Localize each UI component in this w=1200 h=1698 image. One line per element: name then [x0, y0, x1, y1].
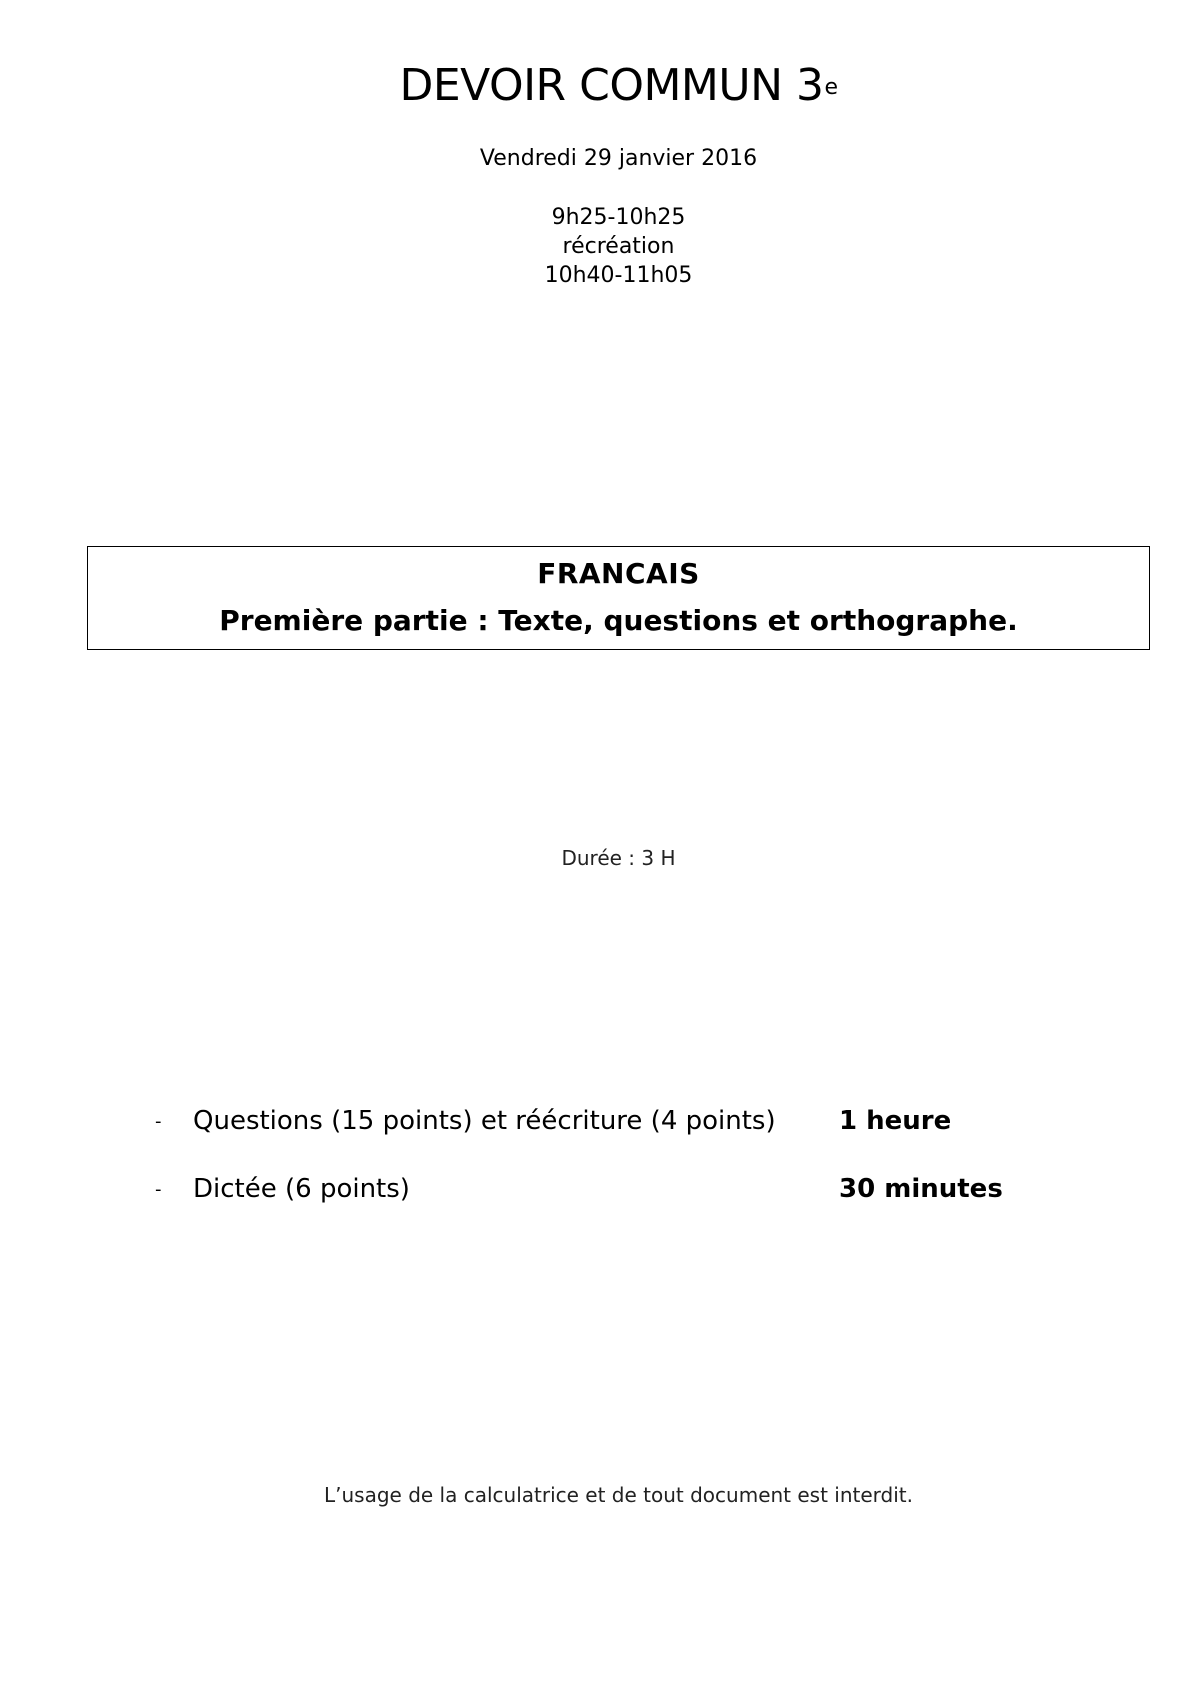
- subject-title: FRANCAIS: [537, 557, 700, 590]
- task-label: Questions (15 points) et réécriture (4 points): [193, 1106, 776, 1136]
- task-bullet: -: [155, 1111, 162, 1132]
- title-superscript: e: [824, 75, 838, 100]
- subject-box: [87, 546, 1150, 650]
- schedule-first-session: 9h25-10h25: [551, 205, 686, 230]
- exam-date: Vendredi 29 janvier 2016: [479, 146, 758, 171]
- task-item: [0, 1169, 1200, 1209]
- task-label: Dictée (6 points): [193, 1174, 410, 1204]
- task-item: [0, 1101, 1200, 1141]
- title-text: DEVOIR COMMUN 3: [399, 60, 824, 111]
- subject-subtitle: Première partie : Texte, questions et orthographe.: [219, 604, 1018, 637]
- footer-notice: L’usage de la calculatrice et de tout document est interdit.: [323, 1483, 913, 1507]
- task-bullet: -: [155, 1179, 162, 1200]
- task-time: 1 heure: [839, 1106, 952, 1136]
- exam-duration: Durée : 3 H: [561, 846, 676, 870]
- schedule-break: récréation: [562, 234, 675, 259]
- page-title: [0, 58, 1200, 114]
- schedule-second-session: 10h40-11h05: [544, 263, 693, 288]
- exam-schedule: [0, 203, 1200, 290]
- task-time: 30 minutes: [839, 1174, 1003, 1204]
